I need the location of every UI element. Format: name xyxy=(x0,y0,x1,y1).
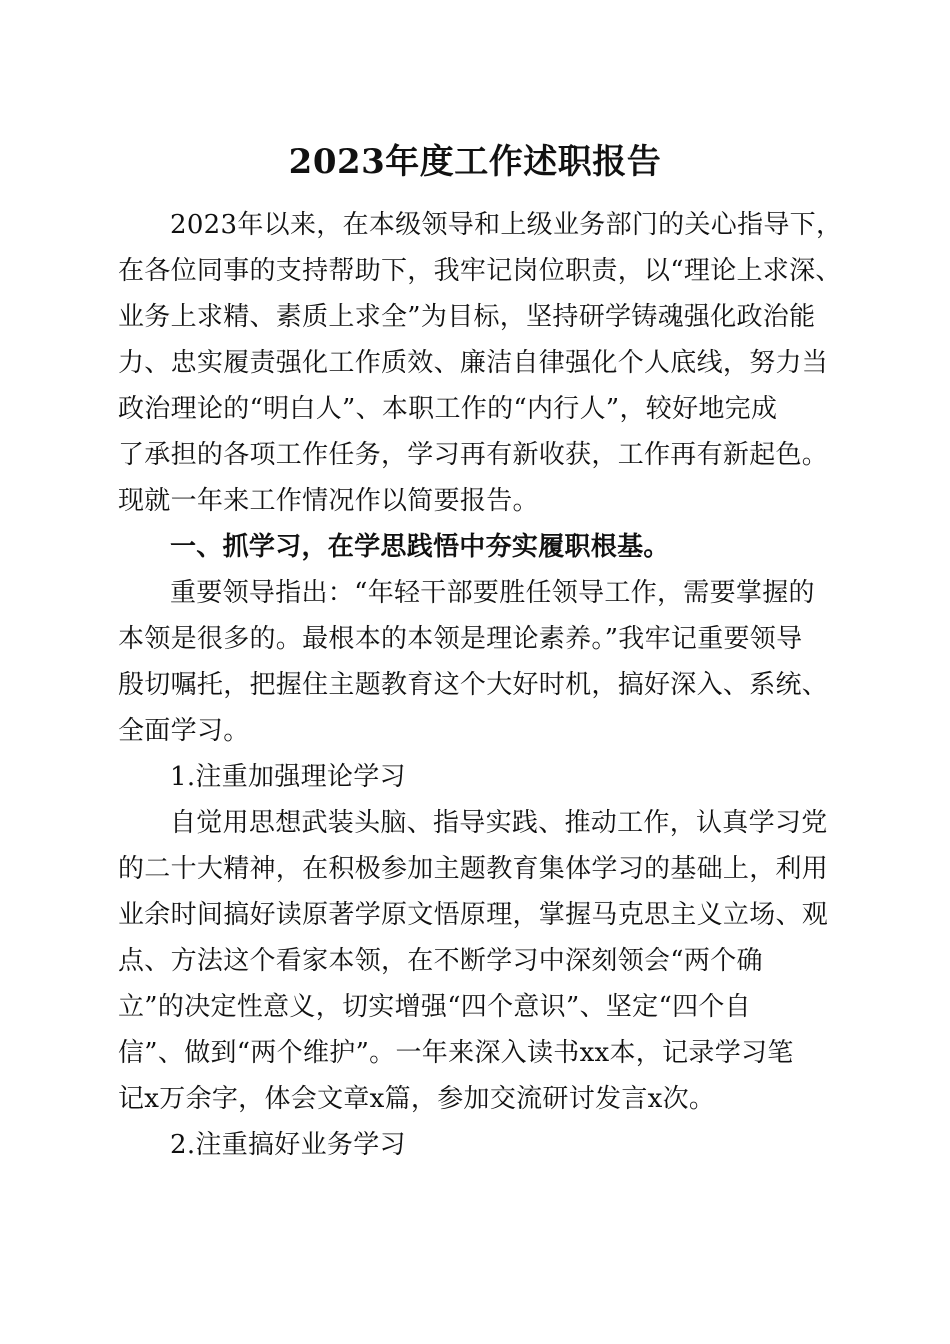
paragraph-line: 业余时间搞好读原著学原文悟原理，掌握马克思主义立场、观 xyxy=(118,900,829,930)
paragraph-line: 信”、做到“两个维护”。一年来深入读书xx本，记录学习笔 xyxy=(118,1038,794,1068)
subsection-heading: 2.注重搞好业务学习 xyxy=(170,1130,406,1160)
paragraph-line: 了承担的各项工作任务，学习再有新收获，工作再有新起色。 xyxy=(118,440,829,470)
paragraph-line: 记x万余字，体会文章x篇，参加交流研讨发言x次。 xyxy=(118,1084,716,1114)
paragraph-line: 业务上求精、素质上求全”为目标，坚持研学铸魂强化政治能 xyxy=(118,302,816,332)
paragraph-line: 2023年以来，在本级领导和上级业务部门的关心指导下， xyxy=(170,210,843,240)
subsection-heading: 1.注重加强理论学习 xyxy=(170,762,406,792)
paragraph-line: 全面学习。 xyxy=(118,716,250,746)
document-title: 2023年度工作述职报告 xyxy=(288,142,662,182)
paragraph-line: 力、忠实履责强化工作质效、廉洁自律强化个人底线，努力当 xyxy=(118,348,829,378)
paragraph-line: 立”的决定性意义，切实增强“四个意识”、坚定“四个自 xyxy=(118,992,751,1022)
paragraph-line: 殷切嘱托，把握住主题教育这个大好时机，搞好深入、系统、 xyxy=(118,670,829,700)
paragraph-line: 点、方法这个看家本领，在不断学习中深刻领会“两个确 xyxy=(118,946,763,976)
paragraph-line: 在各位同事的支持帮助下，我牢记岗位职责，以“理论上求深、 xyxy=(118,256,842,286)
paragraph-line: 现就一年来工作情况作以简要报告。 xyxy=(118,486,539,516)
paragraph-line: 重要领导指出：“年轻干部要胜任领导工作，需要掌握的 xyxy=(170,578,815,608)
section-heading: 一、抓学习，在学思践悟中夯实履职根基。 xyxy=(170,532,670,562)
paragraph-line: 的二十大精神，在积极参加主题教育集体学习的基础上，利用 xyxy=(118,854,829,884)
paragraph-line: 政治理论的“明白人”、本职工作的“内行人”，较好地完成 xyxy=(118,394,778,424)
paragraph-line: 本领是很多的。最根本的本领是理论素养。”我牢记重要领导 xyxy=(118,624,803,654)
document-body xyxy=(118,202,843,1168)
paragraph-line: 自觉用思想武装头脑、指导实践、推动工作，认真学习党 xyxy=(170,808,828,838)
